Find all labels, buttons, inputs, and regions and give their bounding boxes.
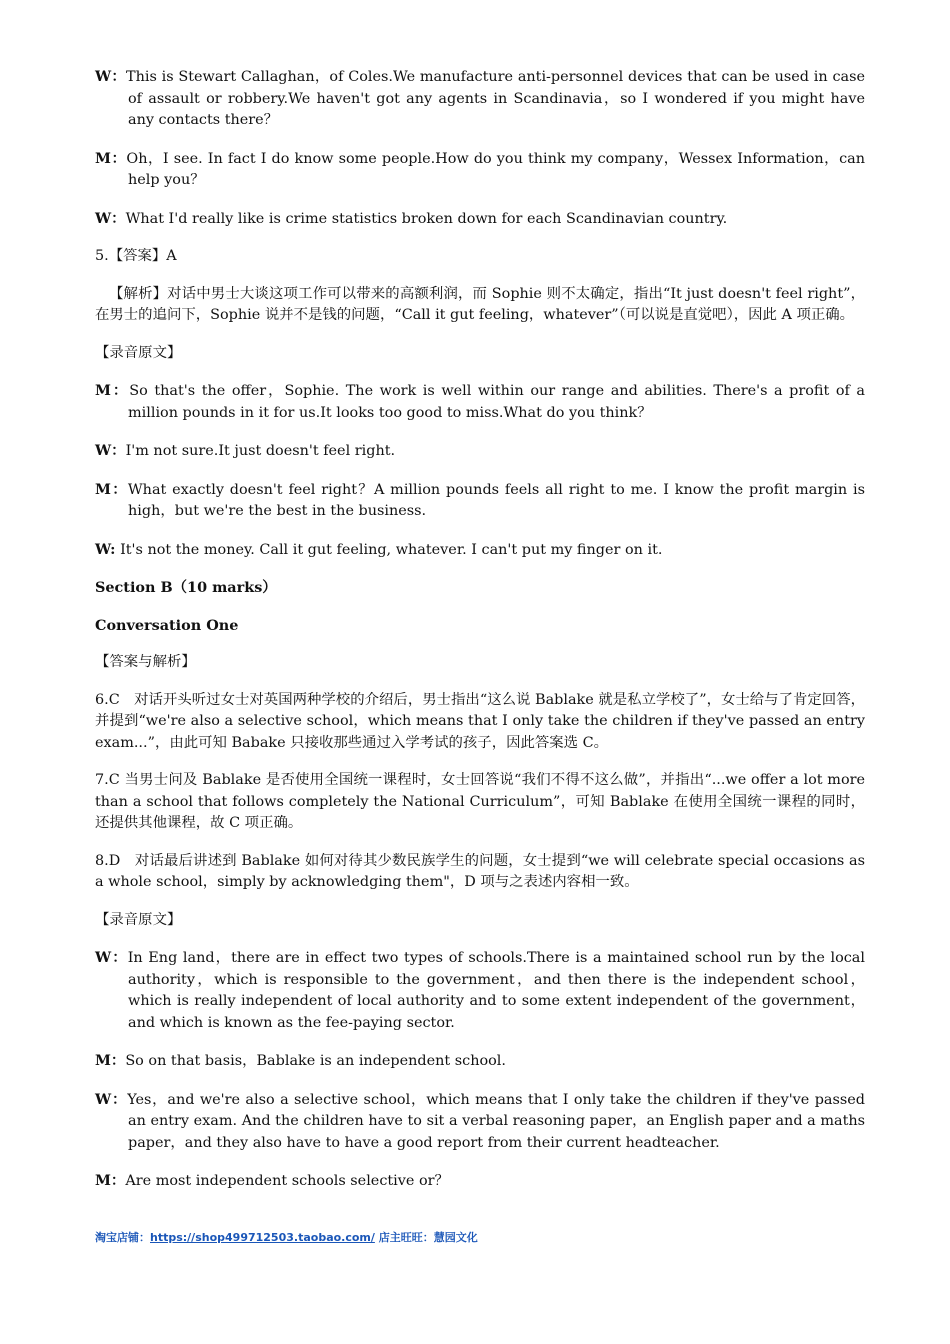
- dialog-line: [95, 208, 865, 231]
- speaker-label: M：: [95, 1052, 126, 1069]
- dialog-line: [95, 440, 865, 463]
- dialog-text: So that's the offer，Sophie. The work is well within our range and abilities. There's a profit of a million pounds in it for us.It looks too good to miss.What do you think？: [128, 383, 865, 421]
- dialog-line: [95, 148, 865, 192]
- speaker-label: M：: [95, 480, 128, 498]
- paragraph: 7.C 当男士问及 Bablake 是否使用全国统一课程时，女士回答说“我们不得不这么做”，并指出“...we offer a lot more than a school that follows completely the National Curriculum”，可知 Bablake 在使用全国统一课程的同时，还提供其他课程，故 C 项正确。: [95, 772, 865, 831]
- speaker-label: W：: [95, 68, 126, 85]
- paragraph: 【解析】对话中男士大谈这项工作可以带来的高额利润，而 Sophie 则不太确定，指出“It just doesn't feel right”，在男士的追问下，Sophie 说并不是钱的问题，“Call it gut feeling，whatever”（可以说是直觉吧），因此 A 项正确。: [95, 285, 865, 323]
- dialog-text: So on that basis，Bablake is an independent school.: [125, 1053, 506, 1069]
- dialog-text: It's not the money. Call it gut feeling, whatever. I can't put my finger on it.: [115, 541, 663, 558]
- footer-owner-label: 店主旺旺：慧园文化: [374, 1231, 478, 1244]
- speaker-label: W：: [95, 949, 128, 966]
- speaker-label: M：: [95, 149, 127, 167]
- speaker-label: W：: [95, 209, 126, 227]
- dialog-line: [95, 380, 865, 424]
- dialog-line: [95, 947, 865, 1034]
- dialog-text: In Eng land，there are in effect two types of schools.There is a maintained school run by the local authority，which is responsible to the government，and then there is the independent school，which is really independent of local authority and to some extent independent of the government，and which is known as the fee-paying sector.: [127, 950, 865, 1031]
- section-heading: Section B（10 marks）: [95, 579, 277, 596]
- paragraph: 6.C 对话开头听过女士对英国两种学校的介绍后，男士指出“这么说 Bablake 就是私立学校了”，女士给与了肯定回答，并提到“we're also a selective school，which means that I only take the children if they've passed an entry exam...”，由此可知 Babake 只接收那些通过入学考试的孩子，因此答案选 C。: [95, 691, 865, 751]
- dialog-line: [95, 479, 865, 523]
- dialog-line: [95, 66, 865, 132]
- dialog-text: Are most independent schools selective or？: [125, 1173, 449, 1189]
- dialog-line: [95, 1089, 865, 1155]
- footer-shop-link[interactable]: https://shop499712503.taobao.com/: [150, 1231, 375, 1244]
- dialog-text: Oh，I see. In fact I do know some people.How do you think my company，Wessex Information，can help you？: [126, 150, 865, 188]
- dialog-line: [95, 1050, 865, 1073]
- paragraph: 【录音原文】: [95, 344, 182, 361]
- paragraph: 【录音原文】: [95, 911, 182, 928]
- speaker-label: M：: [95, 382, 130, 399]
- paragraph: 【答案与解析】: [95, 654, 196, 670]
- page-footer: [95, 1229, 865, 1245]
- dialog-text: What exactly doesn't feel right？A million pounds feels all right to me. I know the profit margin is high，but we're the best in the business.: [127, 481, 865, 519]
- dialog-line: [95, 539, 865, 562]
- paragraph: 5.【答案】A: [95, 248, 177, 264]
- dialog-line: [95, 1170, 865, 1193]
- dialog-text: Yes，and we're also a selective school，which means that I only take the children if they've passed an entry exam. And the children have to sit a verbal reasoning paper，an English paper and a maths paper，and they also have to have a good report from their current headteacher.: [127, 1091, 865, 1151]
- speaker-label: W:: [95, 540, 116, 558]
- dialog-text: What I'd really like is crime statistics broken down for each Scandinavian country.: [125, 210, 728, 227]
- speaker-label: W：: [95, 1090, 128, 1108]
- speaker-label: W：: [95, 442, 126, 459]
- document-body: [95, 66, 865, 1209]
- footer-shop-label: 淘宝店铺：: [95, 1231, 150, 1244]
- speaker-label: M：: [95, 1172, 126, 1189]
- dialog-text: I'm not sure.It just doesn't feel right.: [125, 443, 396, 459]
- dialog-text: This is Stewart Callaghan，of Coles.We manufacture anti-personnel devices that can be used in case of assault or robbery.We haven't got any agents in Scandinavia，so I wondered if you might have any contacts there？: [125, 69, 865, 128]
- section-heading: Conversation One: [95, 616, 239, 634]
- paragraph: 8.D 对话最后讲述到 Bablake 如何对待其少数民族学生的问题，女士提到“we will celebrate special occasions as a whole school，simply by acknowledging them"，D 项与之表述内容相一致。: [95, 852, 865, 890]
